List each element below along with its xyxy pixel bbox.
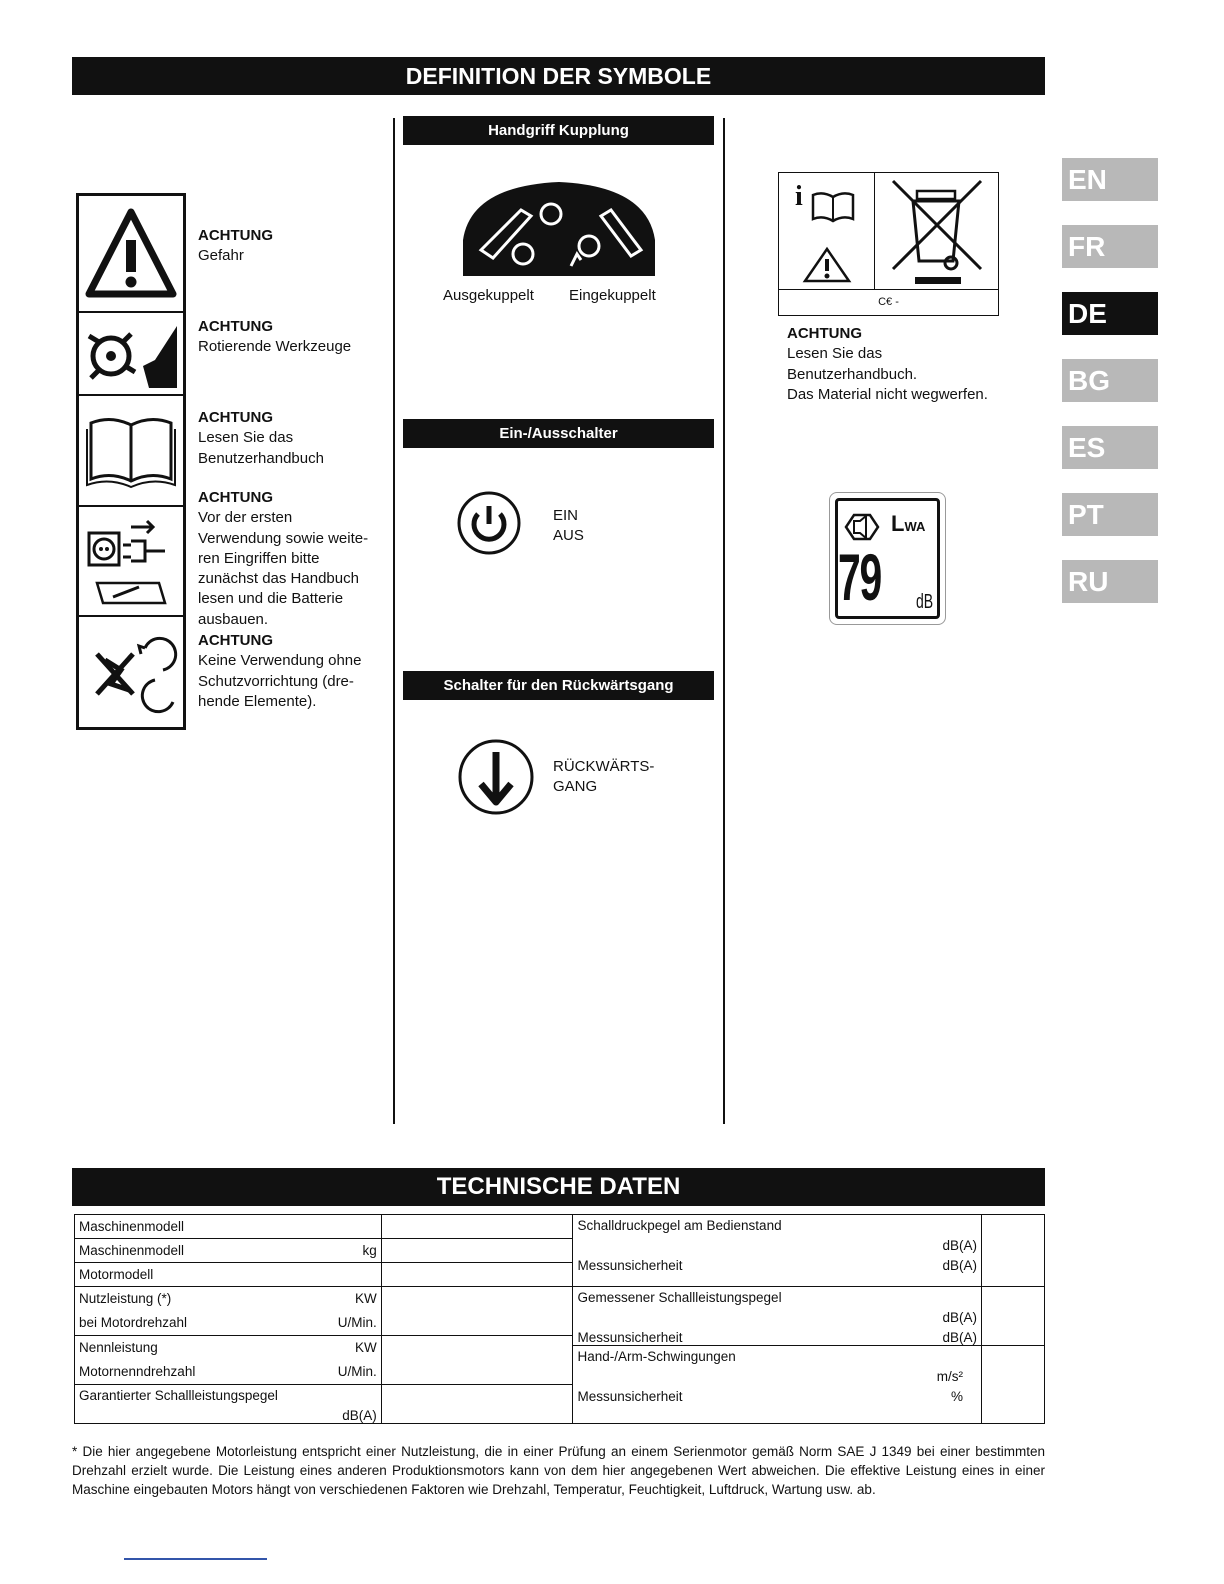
- lang-tab-bg[interactable]: BG: [1062, 359, 1158, 402]
- clutch-handle-icon: [461, 180, 657, 283]
- danger-icon: [79, 196, 183, 313]
- lang-tab-en[interactable]: EN: [1062, 158, 1158, 201]
- vibration-cell: Hand-/Arm-Schwingungen m/s² Messunsicherheit %: [573, 1346, 982, 1424]
- warning-rotating-text: ACHTUNG Rotierende Werkzeuge: [198, 318, 352, 356]
- table-cell: Motormodell: [75, 1263, 382, 1287]
- table-cell: Nutzleistung (*) KW bei Motordrehzahl U/Min.: [75, 1287, 382, 1336]
- noise-level-badge: [829, 492, 946, 625]
- warning-danger-text: ACHTUNG Gefahr: [198, 227, 273, 265]
- power-switch-icon: [456, 484, 522, 567]
- bottom-link-underline: [124, 1558, 267, 1560]
- noise-unit: dB: [916, 591, 934, 613]
- footnote: * Die hier angegebene Motorleistung entspricht einer Nutzleistung, die in einer Prüfung an einem Serienmotor gemäß Norm SAE J 1349 bei einer bestimmten Drehzahl erzielt wurde. Die Leistung eines anderen Produktionsmotors kann von dem hier angegebenen Wert abweichen. Die effektive Leistung eines in einer Maschine eingebauten Motors hängt von verschiedenen Faktoren wie Drehzahl, Temperatur, Feuchtigkeit, Luftdruck, Wartung usw. ab.: [72, 1444, 1045, 1497]
- table-value-cell: [982, 1287, 1045, 1346]
- info-warning-panel: [779, 173, 875, 289]
- warning-symbol-strip: [76, 193, 186, 730]
- table-value-cell: [381, 1336, 573, 1385]
- table-value-cell: [381, 1385, 573, 1424]
- clutch-heading: Handgriff Kupplung: [403, 116, 714, 145]
- table-cell: Nennleistung KW Motornenndrehzahl U/Min.: [75, 1336, 382, 1385]
- table-value-cell: [982, 1215, 1045, 1287]
- column-divider-left: [393, 118, 395, 1124]
- product-label-box: [778, 172, 999, 316]
- label-warning-text: ACHTUNG Lesen Sie das Benutzerhandbuch. Das Material nicht wegwerfen.: [787, 325, 988, 403]
- lwa-label: LWA: [891, 511, 926, 536]
- table-cell: Maschinenmodell: [75, 1215, 382, 1239]
- table-row: [75, 1215, 1045, 1239]
- reverse-heading: Schalter für den Rückwärtsgang: [403, 671, 714, 700]
- page-title: DEFINITION DER SYMBOLE: [72, 57, 1045, 95]
- sound-pressure-cell: Schalldruckpegel am Bedienstand dB(A) Messunsicherheit dB(A): [573, 1215, 982, 1287]
- table-value-cell: [381, 1287, 573, 1336]
- reverse-labels: RÜCKWÄRTS- GANG: [553, 758, 655, 796]
- lang-tab-es[interactable]: ES: [1062, 426, 1158, 469]
- no-guard-icon: [79, 617, 183, 727]
- power-heading: Ein-/Ausschalter: [403, 419, 714, 448]
- table-value-cell: [381, 1215, 573, 1239]
- table-value-cell: [381, 1263, 573, 1287]
- noise-value: 79: [838, 540, 882, 614]
- ce-mark: C€ -: [779, 289, 998, 315]
- manual-book-icon: [79, 396, 183, 507]
- lang-tab-ru[interactable]: RU: [1062, 560, 1158, 603]
- warning-manual-text: ACHTUNG Lesen Sie das Benutzerhandbuch: [198, 409, 324, 467]
- warning-guard-text: ACHTUNG Keine Verwendung ohne Schutzvorrichtung (dre- hende Elemente).: [198, 632, 362, 710]
- lang-tab-fr[interactable]: FR: [1062, 225, 1158, 268]
- sound-power-cell: Gemessener Schallleistungspegel dB(A) Messunsicherheit dB(A): [573, 1287, 982, 1346]
- clutch-engaged-label: Eingekuppelt: [569, 287, 656, 304]
- battery-removal-icon: [79, 507, 183, 617]
- reverse-arrow-icon: [457, 738, 535, 821]
- column-divider-right: [723, 118, 725, 1124]
- lang-tab-de[interactable]: DE: [1062, 292, 1158, 335]
- table-cell: Maschinenmodell kg: [75, 1239, 382, 1263]
- warning-battery-text: ACHTUNG Vor der ersten Verwendung sowie weite- ren Eingriffen bitte zunächst das Handbuch lesen und die Batterie ausbauen.: [198, 489, 369, 628]
- table-value-cell: [982, 1346, 1045, 1424]
- power-labels: EIN AUS: [553, 507, 584, 545]
- rotating-tools-icon: [79, 313, 183, 396]
- weee-bin-icon: [875, 173, 998, 289]
- table-value-cell: [381, 1239, 573, 1263]
- svg-text:i: i: [795, 181, 803, 212]
- table-cell: Garantierter Schallleistungspegel dB(A): [75, 1385, 382, 1424]
- clutch-disengaged-label: Ausgekuppelt: [443, 287, 534, 304]
- lang-tab-pt[interactable]: PT: [1062, 493, 1158, 536]
- tech-data-title: TECHNISCHE DATEN: [72, 1168, 1045, 1206]
- tech-data-table: [74, 1214, 1045, 1424]
- noise-level-frame: [835, 498, 940, 619]
